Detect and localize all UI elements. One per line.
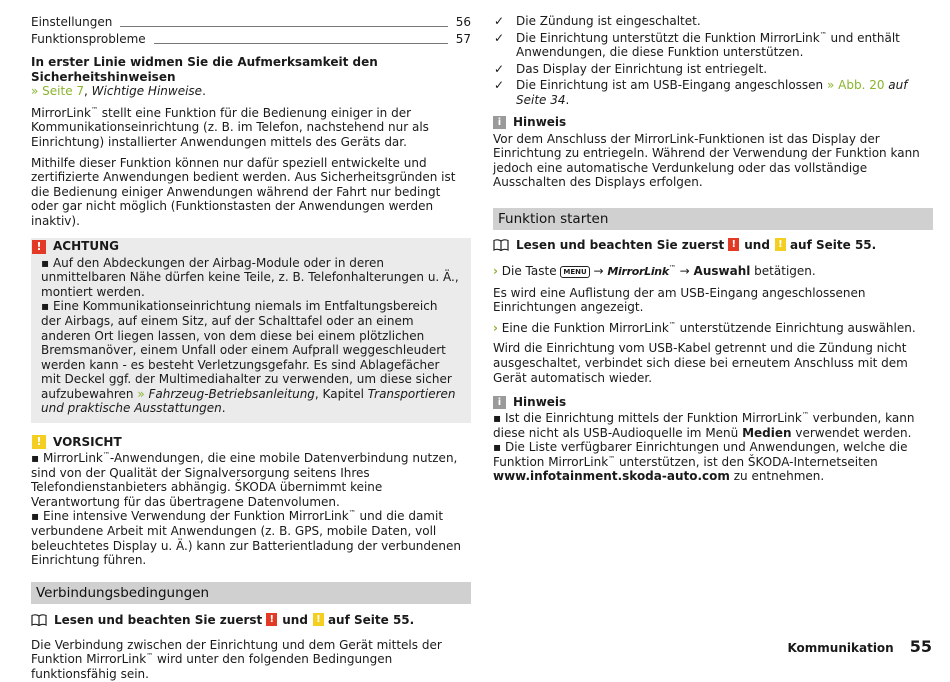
checklist-item: ✓ Die Einrichtung ist am USB-Eingang angeschlossen » Abb. 20 auf Seite 34. bbox=[494, 78, 908, 107]
caution-item: ▪ Eine intensive Verwendung der Funktion MirrorLink™ und die damit verbundene Arbeit mit Anwendungen (z. B. GPS, mobile Daten, voll beleuchtetes Display u. Ä.) kann zur Batterientladung der verbundenen Einrichtung führen. bbox=[31, 509, 462, 568]
warning-icon: ! bbox=[728, 238, 739, 251]
checklist-item: ✓ Die Einrichtung unterstützt die Funktion MirrorLink™ und enthält Anwendungen, die diese Funktion unterstützen. bbox=[494, 30, 900, 60]
figure-link[interactable]: » Abb. 20 bbox=[826, 78, 885, 93]
warning-icon: ! bbox=[266, 613, 277, 626]
safety-intro: In erster Linie widmen Sie die Aufmerksamkeit den Sicherheitshinweisen » Seite 7, Wichtige Hinweise. bbox=[31, 55, 378, 99]
instruction-step: › Die Taste MENU → MirrorLink™ → Auswahl betätigen. bbox=[493, 263, 816, 278]
warning-heading: ! ACHTUNG bbox=[31, 238, 461, 256]
check-icon: ✓ bbox=[494, 61, 505, 76]
note-heading: i Hinweis bbox=[493, 393, 933, 411]
note-box bbox=[493, 114, 933, 190]
caution-heading: ! VORSICHT bbox=[31, 433, 471, 451]
warning-item: ▪ Auf den Abdeckungen der Airbag-Module oder in deren unmittelbaren Nähe dürfen keine Teile, z. B. Telefonhalterungen u. Ä., montiert werden. bbox=[41, 255, 459, 299]
toc-entry[interactable] bbox=[31, 30, 471, 47]
body-paragraph: Die Verbindung zwischen der Einrichtung und dem Gerät mittels der Funktion MirrorLink™ wird unter den folgenden Bedingungen funktionsfähig sein. bbox=[31, 637, 442, 681]
intro-paragraph: Mithilfe dieser Funktion können nur dafür speziell entwickelte und zertifizierte Anwendungen bedient werden. Aus Sicherheitsgründen ist die Bedienung einiger Anwendungen während der Fahrt nur bedingt oder gar nicht möglich (Funktionstasten der Anwendungen werden inaktiv). bbox=[31, 155, 456, 228]
toc-entry[interactable] bbox=[31, 13, 471, 30]
note-box bbox=[493, 393, 933, 484]
menu-key-icon: MENU bbox=[560, 266, 589, 278]
toc-page: 57 bbox=[455, 32, 471, 47]
checklist-item: ✓ Die Zündung ist eingeschaltet. bbox=[494, 14, 701, 28]
step-arrow-icon: › bbox=[493, 320, 498, 335]
checklist-item: ✓ Das Display der Einrichtung ist entriegelt. bbox=[494, 61, 768, 76]
toc-label: Einstellungen bbox=[31, 15, 113, 30]
step-result: Wird die Einrichtung vom USB-Kabel getrennt und die Zündung nicht ausgeschaltet, verbindet sich diese bei erneutem Anschluss mit dem Gerät automatisch wieder. bbox=[493, 341, 908, 385]
warning-icon: ! bbox=[32, 240, 46, 254]
toc-leader bbox=[120, 26, 447, 27]
warning-box bbox=[31, 238, 471, 424]
instruction-step: › Eine die Funktion MirrorLink™ unterstützende Einrichtung auswählen. bbox=[493, 320, 916, 335]
note-item: ▪ Die Liste verfügbarer Einrichtungen und Anwendungen, welche die Funktion MirrorLink™ unterstützen, ist den ŠKODA-Internetseiten www.infotainment.skoda-auto.com zu entnehmen. bbox=[493, 440, 908, 484]
right-column bbox=[493, 13, 933, 484]
caution-box bbox=[31, 433, 471, 568]
mirrorlink-logo: MirrorLink bbox=[607, 264, 669, 278]
check-icon: ✓ bbox=[494, 78, 505, 93]
intro-paragraph: MirrorLink™ stellt eine Funktion für die Bedienung einiger in der Kommunikationseinrichtung (z. B. im Telefon, nachstehend nur als Einrichtung) installierter Anwendungen mittels des Geräts dar. bbox=[31, 105, 429, 149]
caution-item: ▪ MirrorLink™-Anwendungen, die eine mobile Datenverbindung nutzen, sind von der Qualität der Signalversorgung seitens Ihres Telefondienstanbieters abhängig. ŠKODA übernimmt keine Verantwortung für das übertragene Datenvolumen. bbox=[31, 451, 458, 509]
page-number: 55 bbox=[909, 637, 932, 656]
caution-icon: ! bbox=[32, 435, 46, 449]
check-icon: ✓ bbox=[494, 14, 505, 28]
toc-leader bbox=[154, 43, 448, 44]
book-icon bbox=[493, 239, 509, 251]
warning-item: ▪ Eine Kommunikationseinrichtung niemals im Entfaltungsbereich der Airbags, auf einem Sitz, auf der Schalttafel oder an einem anderen Ort liegen lassen, von dem diese bei einem plötzlichen Bremsmanöver, einem Unfall oder einem Aufprall weggeschleudert werden kann - es besteht Verletzungsgefahr. Es sind Ablagefächer mit Deckel ggf. der Multimediahalter zu verwenden, um diese sicher aufzubewahren » Fahrzeug-Betriebsanleitung, Kapitel Transportieren und praktische Ausstattungen. bbox=[41, 299, 456, 416]
page-footer bbox=[787, 637, 932, 656]
info-icon: i bbox=[493, 116, 506, 129]
note-item: ▪ Ist die Einrichtung mittels der Funktion MirrorLink™ verbunden, kann diese nicht als USB-Audioquelle im Menü Medien verwendet werden. bbox=[493, 411, 915, 440]
toc-label: Funktionsprobleme bbox=[31, 32, 146, 47]
info-icon: i bbox=[493, 396, 506, 409]
caution-icon: ! bbox=[775, 238, 786, 251]
manual-link[interactable]: » bbox=[137, 386, 145, 401]
step-result: Es wird eine Auflistung der am USB-Eingang angeschlossenen Einrichtungen angezeigt. bbox=[493, 285, 866, 315]
footer-section-title: Kommunikation bbox=[787, 641, 894, 655]
book-icon bbox=[31, 614, 47, 626]
section-heading-verbindung: Verbindungsbedingungen bbox=[31, 582, 471, 604]
page-link[interactable]: » Seite 7 bbox=[31, 84, 85, 99]
note-text: Vor dem Anschluss der MirrorLink-Funktionen ist das Display der Einrichtung zu entriegeln. Während der Verwendung der Funktion kann jedoch eine automatische Verdunkelung oder das vollständige Ausschalten des Displays erfolgen. bbox=[493, 131, 920, 190]
toc-page: 56 bbox=[455, 15, 471, 30]
section-heading-start: Funktion starten bbox=[493, 208, 933, 230]
step-arrow-icon: › bbox=[493, 263, 498, 278]
left-column bbox=[31, 13, 471, 682]
read-first-note: Lesen und beachten Sie zuerst ! und ! auf Seite 55. bbox=[493, 237, 933, 253]
check-icon: ✓ bbox=[494, 30, 505, 45]
website-link[interactable]: www.infotainment.skoda-auto.com bbox=[493, 469, 730, 484]
note-heading: i Hinweis bbox=[493, 114, 933, 132]
read-first-note: Lesen und beachten Sie zuerst ! und ! auf Seite 55. bbox=[31, 612, 471, 628]
caution-icon: ! bbox=[313, 613, 324, 626]
